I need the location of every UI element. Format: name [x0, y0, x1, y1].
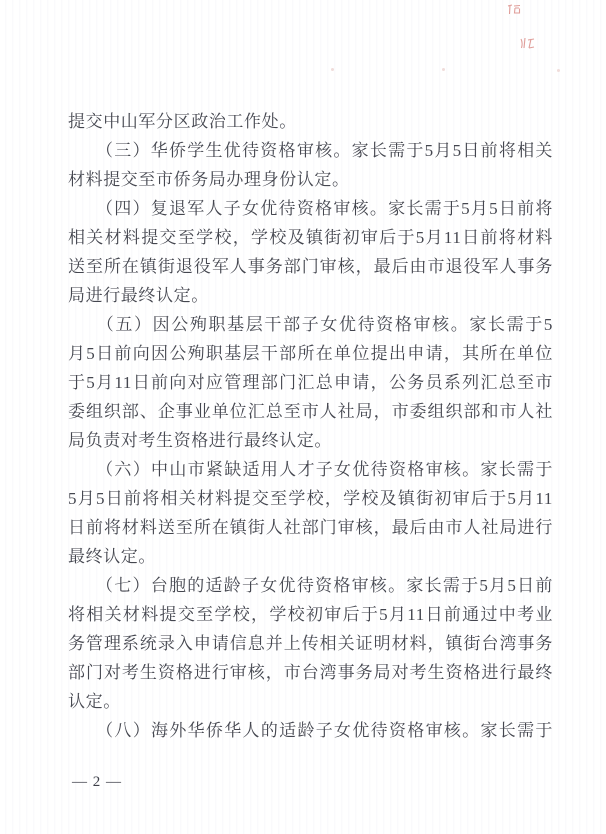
text-line: 部门对考生资格进行审核，市台湾事务局对考生资格进行最终	[68, 663, 553, 682]
text-line: 月5日前向因公殉职基层干部所在单位提出申请，其所在单位	[68, 344, 553, 363]
text-line: （六）中山市紧缺适用人才子女优待资格审核。家长需于	[68, 460, 553, 479]
text-line: 送至所在镇街退役军人事务部门审核，最后由市退役军人事务	[68, 257, 553, 276]
text-line: （三）华侨学生优待资格审核。家长需于5月5日前将相关	[68, 141, 553, 160]
scan-artifact-dot	[442, 68, 445, 71]
red-ink-mark-icon	[506, 3, 522, 17]
text-line: 局进行最终认定。	[68, 286, 209, 305]
text-line: 最终认定。	[68, 547, 156, 566]
text-line: （八）海外华侨华人的适龄子女优待资格审核。家长需于	[68, 721, 553, 740]
scan-artifact-dot	[331, 68, 334, 71]
text-line: （五）因公殉职基层干部子女优待资格审核。家长需于5	[68, 315, 553, 334]
text-line: 5月5日前将相关材料提交至学校，学校及镇街初审后于5月11	[68, 489, 553, 508]
text-line: 材料提交至市侨务局办理身份认定。	[68, 170, 350, 189]
text-line: 局负责对考生资格进行最终认定。	[68, 431, 332, 450]
text-line: 务管理系统录入申请信息并上传相关证明材料，镇街台湾事务	[68, 634, 553, 653]
text-line: 相关材料提交至学校，学校及镇街初审后于5月11日前将材料	[68, 228, 553, 247]
text-line: 提交中山军分区政治工作处。	[68, 112, 297, 131]
document-body	[68, 107, 553, 745]
text-line: （四）复退军人子女优待资格审核。家长需于5月5日前将	[68, 199, 553, 218]
text-line: （七）台胞的适龄子女优待资格审核。家长需于5月5日前	[68, 576, 553, 595]
scan-artifact-dot	[557, 69, 560, 72]
text-line: 将相关材料提交至学校，学校初审后于5月11日前通过中考业	[68, 605, 553, 624]
text-line: 认定。	[68, 692, 121, 711]
page-number: — 2 —	[72, 774, 122, 790]
text-line: 委组织部、企事业单位汇总至市人社局，市委组织部和市人社	[68, 402, 553, 421]
text-line: 日前将材料送至所在镇街人社部门审核，最后由市人社局进行	[68, 518, 553, 537]
red-ink-mark-icon	[519, 36, 536, 51]
text-line: 于5月11日前向对应管理部门汇总申请，公务员系列汇总至市	[68, 373, 553, 392]
